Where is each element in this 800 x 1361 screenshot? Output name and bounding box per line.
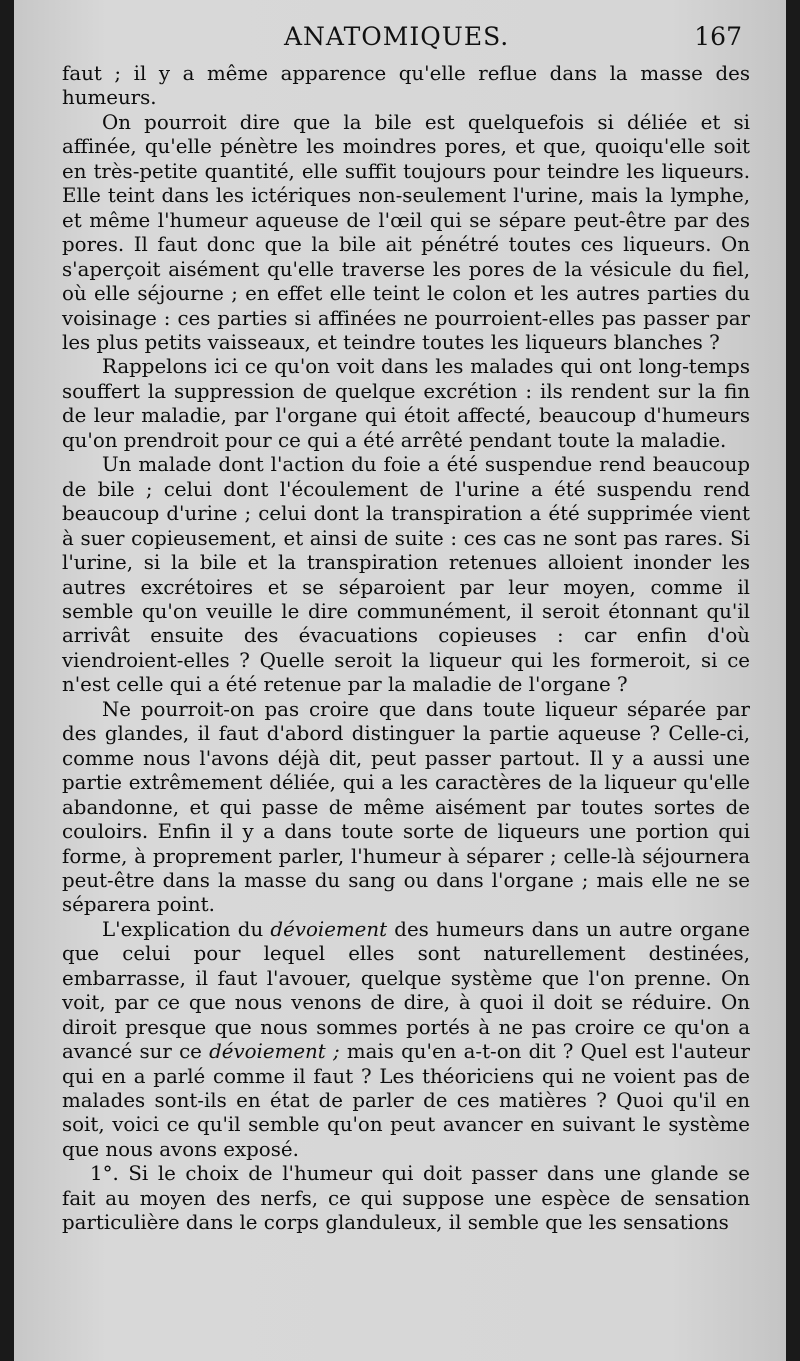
italic-term: dévoiement ; bbox=[209, 1040, 340, 1064]
paragraph-devoiement bbox=[62, 918, 750, 1163]
text-run: mais qu'en a-t-on dit ? Quel est l'auteur qui en a parlé comme il faut ? Les théoriciens qui ne voient pas de malades sont-ils en état de parler de ces matières ? Quoi qu'il en soit, voici ce qu'il semble qu'on peut avancer en suivant le système que nous avons exposé. bbox=[62, 1040, 750, 1161]
body-text bbox=[62, 62, 750, 1236]
paragraph-bile: On pourroit dire que la bile est quelquefois si déliée et si affinée, qu'elle pénètre les moindres pores, et que, quoiqu'elle soit en très-petite quantité, elle suffit toujours pour teindre les liqueurs. Elle teint dans les ictériques non-seulement l'urine, mais la lymphe, et même l'humeur aqueuse de l'œil qui se sépare peut-être par des pores. Il faut donc que la bile ait pénétré toutes ces liqueurs. On s'aperçoit aisément qu'elle traverse les pores de la vésicule du fiel, où elle séjourne ; en effet elle teint le colon et les autres parties du voisinage : ces parties si affinées ne pourroient-elles pas passer par les plus petits vaisseaux, et teindre toutes les liqueurs blanches ? bbox=[62, 110, 750, 354]
page-header bbox=[14, 22, 786, 58]
running-title: ANATOMIQUES. bbox=[284, 22, 510, 51]
page-number: 167 bbox=[694, 22, 742, 51]
paragraph-numbered-1: 1°. Si le choix de l'humeur qui doit passer dans une glande se fait au moyen des nerfs, ce qui suppose une espèce de sensation particulière dans le corps glanduleux, il semble que les sensations bbox=[62, 1162, 750, 1235]
text-run: des humeurs dans un autre organe que celui pour lequel elles sont naturellement destinées, embarrasse, il faut l'avouer, quelque système que l'on prenne. On voit, par ce que nous venons de dire, à quoi il doit se réduire. On diroit presque que nous sommes portés à ne pas croire ce qu'on a avancé sur ce bbox=[62, 917, 751, 1064]
paragraph-glandes: Ne pourroit-on pas croire que dans toute liqueur séparée par des glandes, il faut d'abord distinguer la partie aqueuse ? Celle-ci, comme nous l'avons déjà dit, peut passer partout. Il y a aussi une partie extrêmement déliée, qui a les caractères de la liqueur qu'elle abandonne, et qui passe de même aisément par toutes sortes de couloirs. Enfin il y a dans toute sorte de liqueurs une portion qui forme, à proprement parler, l'humeur à séparer ; celle-là séjournera peut-être dans la masse du sang ou dans l'organe ; mais elle ne se séparera point. bbox=[62, 697, 750, 917]
paragraph-continuation: faut ; il y a même apparence qu'elle reflue dans la masse des humeurs. bbox=[62, 62, 750, 110]
book-page bbox=[14, 0, 786, 1361]
text-run: L'explication du bbox=[102, 917, 271, 941]
paragraph-malade: Un malade dont l'action du foie a été suspendue rend beaucoup de bile ; celui dont l'écoulement de l'urine a été suspendu rend beaucoup d'urine ; celui dont la transpiration a été supprimée vient à suer copieusement, et ainsi de suite : ces cas ne sont pas rares. Si l'urine, si la bile et la transpiration retenues alloient inonder les autres excrétoires et se séparoient par leur moyen, comme il semble qu'on veuille le dire communément, il seroit étonnant qu'il arrivât ensuite des évacuations copieuses : car enfin d'où viendroient-elles ? Quelle seroit la liqueur qui les formeroit, si ce n'est celle qui a été retenue par la maladie de l'organe ? bbox=[62, 453, 750, 697]
italic-term: dévoiement bbox=[270, 917, 388, 941]
paragraph-suppression: Rappelons ici ce qu'on voit dans les malades qui ont long-temps souffert la suppression de quelque excrétion : ils rendent sur la fin de leur maladie, par l'organe qui étoit affecté, beaucoup d'humeurs qu'on prendroit pour ce qui a été arrêté pendant toute la maladie. bbox=[62, 355, 750, 452]
